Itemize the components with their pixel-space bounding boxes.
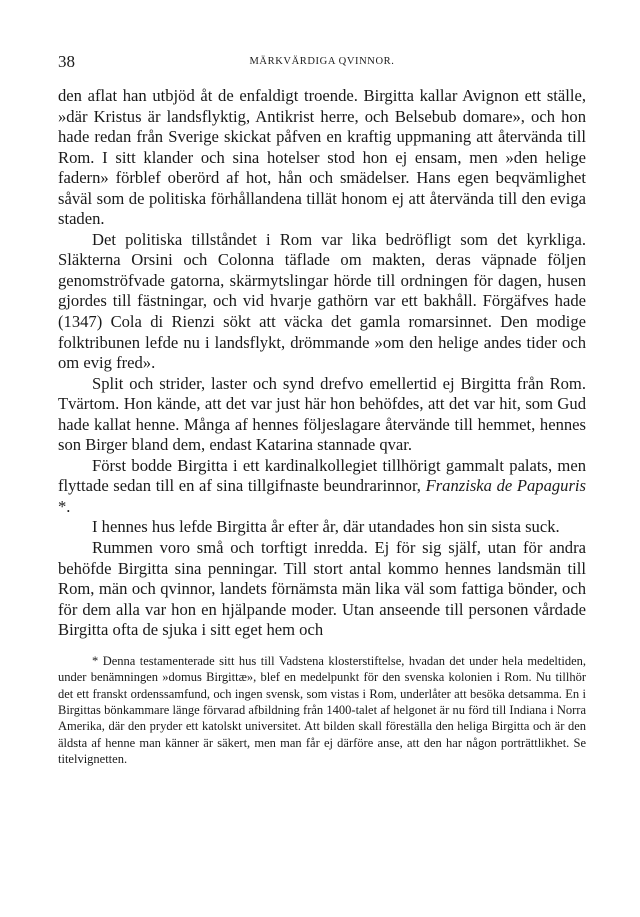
page-header	[58, 52, 586, 78]
paragraph-text: Först bodde Birgitta i ett kardinalkollegiet tillhörigt gammalt palats, men flyttade sedan till en af sina tillgifnaste beundrarinnor,	[58, 455, 586, 496]
paragraph: Rummen voro små och torftigt inredda. Ej för sig själf, utan för andra behöfde Birgitta sina penningar. Till stort antal kommo hennes landsmän till Rom, män och qvinnor, landets förnämsta män lika väl som fattiga bönder, och för dem alla var hon en hjälpande moder. Utan anseende till personen vårdade Birgitta ofta de sjuka i sitt eget hem och	[58, 538, 586, 640]
footnote-text: * Denna testamenterade sitt hus till Vadstena klosterstiftelse, hvadan det under hela medeltiden, under benämningen »domus Birgittæ», blef en medelpunkt för den svenska kolonien i Rom. Nu tillhör det ett franskt ordenssamfund, och ingen svensk, som vistas i Rom, underlåter att besöka detsamma. En i Birgittas bönkammare länge förvarad afbildning från 1400-talet af helgonet är nu förd till Indiana i Norra Amerika, där den pryder ett katolskt universitet. Att bilden skall föreställa den heliga Birgitta och är den äldsta af henne man känner är säkert, men man får ej därföre anse, att den har någon porträttlikhet. Se titelvignetten.	[58, 653, 586, 767]
footnote-marker: *.	[58, 496, 71, 516]
paragraph: I hennes hus lefde Birgitta år efter år, där utandades hon sin sista suck.	[92, 517, 560, 537]
paragraph-continuation: den aflat han utbjöd åt de enfaldigt troende. Birgitta kallar Avignon ett ställe, »där Kristus är landsflyktig, Antikrist herre, och Belsebub domare», och hon hade redan från Sverige skickat påfven en kraftig uppmaning att återvända till Rom. I sitt klander och sina hotelser stod hon ej ensam, men »den helige fadern» förblef oberörd af hot, hån och smädelser. Hans egen beqvämlighet såväl som de politiska förhållandena tillät honom ej att återvända till den eviga staden.	[58, 86, 586, 229]
paragraph: Det politiska tillståndet i Rom var lika bedröfligt som det kyrkliga. Släkterna Orsini och Colonna täflade om makten, deras väpnade följen genomströfvade gatorna, skärmytslingar hörde till ordningen för dagen, husen gjordes till fästningar, och vid hvarje gathörn var ett bakhåll. Förgäfves hade (1347) Cola di Rienzi sökt att väcka det gamla romarsinnet. Den modige folktribunen lefde nu i landsflykt, drömmande »om den helige andes tider och om evig fred».	[58, 229, 586, 373]
book-page	[58, 52, 586, 768]
paragraph: Split och strider, laster och synd drefvo emellertid ej Birgitta från Rom. Tvärtom. Hon kände, att det var just här hon behöfdes, att det var hit, som Gud hade kallat henne. Många af hennes följeslagare återvände till hemmet, hennes son Birger bland dem, endast Katarina stannade qvar.	[58, 373, 586, 455]
paragraph	[58, 456, 586, 518]
page-number: 38	[58, 52, 75, 71]
italic-name: Franziska de Papaguris	[425, 476, 586, 496]
footnote	[58, 653, 586, 768]
running-title: MÄRKVÄRDIGA QVINNOR.	[249, 56, 395, 67]
body-text	[58, 86, 586, 641]
